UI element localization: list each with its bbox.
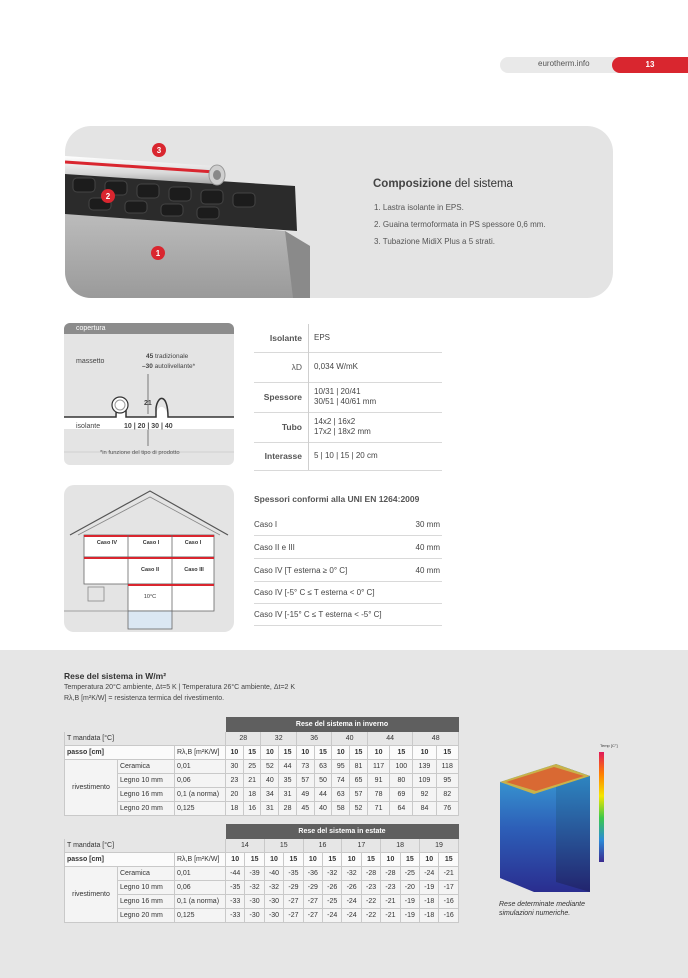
temp-header: 19: [420, 839, 459, 853]
table-row: Legno 16 mm 0,1 (a norma) 20 18 34 31 49 44 63 57 78 69 92 82: [65, 788, 459, 802]
spec-row-tubo: Tubo 14x2 | 16x2 17x2 | 18x2 mm: [254, 412, 442, 443]
temp-header: 14: [226, 839, 265, 853]
legend-title: Temp [C°]: [600, 743, 618, 748]
site-name: eurotherm.info: [538, 59, 590, 68]
composition-item: 1. Lastra isolante in EPS.: [374, 203, 464, 212]
house-room-label: Caso IV: [96, 540, 118, 546]
table-caption: Rese del sistema in estate: [226, 825, 459, 839]
thickness-row: Caso IV [-15° C ≤ T esterna < -5° C]: [254, 603, 442, 626]
house-room-label: Caso II: [140, 567, 160, 573]
thickness-row: Caso II e III 40 mm: [254, 536, 442, 559]
table-row: rivestimento Ceramica 0,01 30 25 52 44 73 63 95 81 117 100 139 118: [65, 760, 459, 774]
temp-header: 16: [303, 839, 342, 853]
thickness-row: Caso I 30 mm: [254, 513, 442, 536]
table-row: rivestimento Ceramica 0,01 -44 -39 -40 -35 -36 -32 -32 -28 -28 -25 -24 -21: [65, 867, 459, 881]
table-row: Legno 20 mm 0,125 18 16 31 28 45 40 58 52 71 64 84 76: [65, 802, 459, 816]
section-note: *in funzione del tipo di prodotto: [100, 450, 180, 456]
page-number: 13: [612, 57, 688, 73]
temp-header: 48: [413, 732, 459, 746]
rivestimento-label: rivestimento: [65, 867, 118, 923]
svg-text:3: 3: [156, 146, 162, 155]
svg-text:1: 1: [155, 249, 161, 258]
simulation-caption: Rese determinate mediante simulazioni numeriche.: [499, 901, 585, 917]
col-r: Rλ,B [m²K/W]: [175, 746, 226, 760]
section-diagram: [64, 323, 234, 465]
thickness-row: Caso IV [-5° C ≤ T esterna < 0° C]: [254, 581, 442, 604]
massetto-thickness-1: 45 tradizionale: [146, 353, 189, 360]
table-caption: Rese del sistema in inverno: [226, 718, 459, 732]
col-passo: passo [cm]: [65, 746, 175, 760]
temp-header: 28: [226, 732, 261, 746]
spec-row-lambda: λD 0,034 W/mK: [254, 352, 442, 383]
house-room-label: Caso I: [184, 540, 202, 546]
composition-item: 2. Guaina termoformata in PS spessore 0,6 mm.: [374, 220, 546, 229]
rivestimento-label: rivestimento: [65, 760, 118, 816]
isolante-thickness: 10 | 20 | 30 | 40: [124, 423, 173, 430]
winter-table: Rese del sistema in inverno T mandata [°C] 28 32 36 40 44 48 passo [cm] Rλ,B [m²K/W] 10 15 10 15 10 15 10 15 10 15 10 15 rivestimento Ceramica 0,01 30 25 52 44 73 63 95 81 117 100 139 118 Legno 10 mm 0,06 23 21 40 35 57 50 74 65 91 80 109 95 Legno 16 mm 0,1 (a norma) 20 18 34 31 49 44 63 57 78 69 92 82 Legno 20 mm 0,125 18 16 31 28 45 40 58 52 71 64 84 76: [64, 717, 459, 816]
page-header: [500, 57, 688, 73]
thickness-row: Caso IV [T esterna ≥ 0° C] 40 mm: [254, 559, 442, 582]
temp-header: 15: [264, 839, 303, 853]
temp-header: 18: [381, 839, 420, 853]
rese-legend: Rλ,B [m²K/W] = resistenza termica del rivestimento.: [64, 695, 225, 702]
col-passo: passo [cm]: [65, 853, 175, 867]
summer-table: Rese del sistema in estate T mandata [°C] 14 15 16 17 18 19 passo [cm] Rλ,B [m²K/W] 10 15 10 15 10 15 10 15 10 15 10 15 rivestimento Ceramica 0,01 -44 -39 -40 -35 -36 -32 -32 -28 -28 -25 -24 -21 Legno 10 mm 0,06 -35 -32 -32 -29 -29 -26 -26 -23 -23 -20 -19 -17 Legno 16 mm 0,1 (a norma) -33 -30 -30 -27 -27 -25 -24 -22 -21 -19 -18 -16 Legno 20 mm 0,125 -33 -30 -30 -27 -27 -24 -24 -22 -21 -19 -18 -16: [64, 824, 459, 923]
svg-text:2: 2: [105, 192, 111, 201]
spec-row-interasse: Interasse 5 | 10 | 15 | 20 cm: [254, 442, 442, 471]
table-row: Legno 16 mm 0,1 (a norma) -33 -30 -30 -27 -27 -25 -24 -22 -21 -19 -18 -16: [65, 895, 459, 909]
badge-1: [151, 246, 165, 260]
rese-title: Rese del sistema in W/m²: [64, 671, 167, 681]
house-diagram: [64, 485, 234, 632]
thermal-simulation-image: [496, 742, 626, 892]
temp-header: 32: [261, 732, 296, 746]
temp-header: 44: [367, 732, 413, 746]
col-tmandata: T mandata [°C]: [65, 839, 226, 853]
rese-subtitle: Temperatura 20°C ambiente, Δt=5 K | Temperatura 26°C ambiente, Δt=2 K: [64, 684, 296, 691]
section-header: copertura: [64, 323, 234, 334]
temp-header: 36: [296, 732, 331, 746]
isolante-label: isolante: [76, 423, 101, 430]
massetto-label: massetto: [76, 358, 105, 365]
spec-row-isolante: Isolante EPS: [254, 324, 442, 353]
table-row: Legno 10 mm 0,06 -35 -32 -32 -29 -29 -26 -26 -23 -23 -20 -19 -17: [65, 881, 459, 895]
table-row: Legno 20 mm 0,125 -33 -30 -30 -27 -27 -24 -24 -22 -21 -19 -18 -16: [65, 909, 459, 923]
house-room-label: Caso III: [184, 567, 204, 573]
badge-2: [101, 189, 115, 203]
spec-row-spessore: Spessore 10/31 | 20/41 30/51 | 40/61 mm: [254, 382, 442, 413]
massetto-thickness-2: –30 autolivellante*: [142, 363, 196, 370]
temp-header: 17: [342, 839, 381, 853]
house-room-label: Caso I: [142, 540, 160, 546]
composition-panel: [65, 126, 613, 298]
floor-system-illustration: [65, 126, 315, 298]
thickness-title: Spessori conformi alla UNI EN 1264:2009: [254, 494, 420, 504]
col-r: Rλ,B [m²K/W]: [175, 853, 226, 867]
composition-title: Composizione del sistema: [373, 178, 513, 190]
table-row: Legno 10 mm 0,06 23 21 40 35 57 50 74 65 91 80 109 95: [65, 774, 459, 788]
badge-3: [152, 143, 166, 157]
composition-item: 3. Tubazione MidiX Plus a 5 strati.: [374, 237, 495, 246]
pipe-depth: 21: [144, 400, 152, 407]
temp-header: 40: [332, 732, 367, 746]
basement-temperature: 10°C: [143, 594, 157, 600]
col-tmandata: T mandata [°C]: [65, 732, 226, 746]
